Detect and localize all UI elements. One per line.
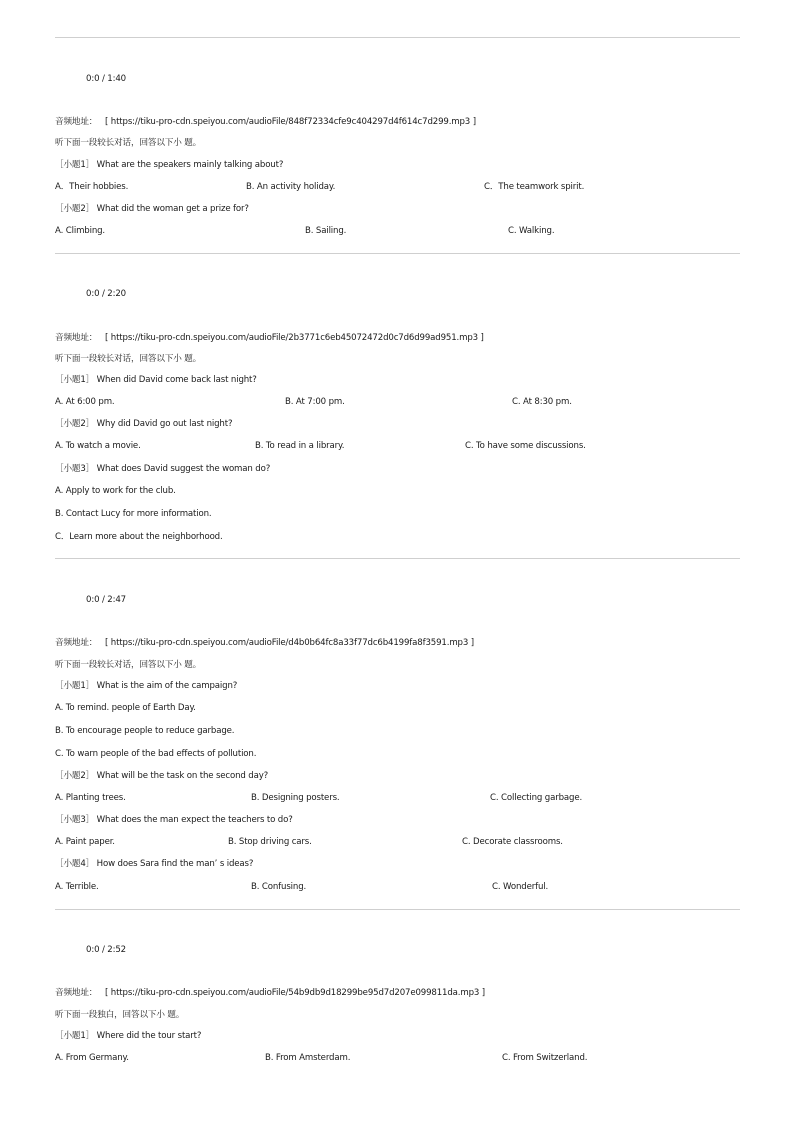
option-b[interactable]: B. At 7:00 pm.: [285, 397, 345, 407]
option-a[interactable]: A. From Germany.: [55, 1053, 129, 1063]
audio-label: 音频地址：: [55, 117, 98, 127]
option-a[interactable]: A．Their hobbies.: [55, 182, 129, 192]
audio-player-time[interactable]: 0:0 / 2:47: [86, 595, 126, 605]
option-c[interactable]: C．Learn more about the neighborhood.: [55, 532, 223, 542]
option-b[interactable]: B. An activity holiday.: [246, 182, 336, 192]
option-c[interactable]: C．The teamwork spirit.: [484, 182, 585, 192]
option-a[interactable]: A. Terrible.: [55, 882, 99, 892]
option-b[interactable]: B. Stop driving cars.: [228, 837, 312, 847]
divider: [55, 909, 740, 910]
question-prompt: ［小题2］ Why did David go out last night?: [55, 419, 233, 429]
option-b[interactable]: B. From Amsterdam.: [265, 1053, 351, 1063]
option-b[interactable]: B. Contact Lucy for more information.: [55, 509, 212, 519]
instruction-text: 听下面一段独白，回答以下小 题。: [55, 1010, 185, 1020]
option-b[interactable]: B. Sailing.: [305, 226, 347, 236]
option-b[interactable]: B. Designing posters.: [251, 793, 340, 803]
audio-player-time[interactable]: 0:0 / 2:20: [86, 289, 126, 299]
question-prompt: ［小题2］ What did the woman get a prize for?: [55, 204, 249, 214]
audio-url[interactable]: [ https://tiku-pro-cdn.speiyou.com/audioFile/2b3771c6eb45072472d0c7d6d99ad951.mp3 ]: [105, 333, 484, 343]
divider: [55, 558, 740, 559]
audio-player-time[interactable]: 0:0 / 2:52: [86, 945, 126, 955]
option-b[interactable]: B. Confusing.: [251, 882, 307, 892]
audio-label: 音频地址：: [55, 333, 98, 343]
instruction-text: 听下面一段较长对话，回答以下小 题。: [55, 138, 202, 148]
question-prompt: ［小题3］ What does David suggest the woman do?: [55, 464, 271, 474]
option-a[interactable]: A. At 6:00 pm.: [55, 397, 115, 407]
instruction-text: 听下面一段较长对话，回答以下小 题。: [55, 660, 202, 670]
question-prompt: ［小题1］ What are the speakers mainly talking about?: [55, 160, 284, 170]
question-prompt: ［小题1］ Where did the tour start?: [55, 1031, 202, 1041]
option-a[interactable]: A. Climbing.: [55, 226, 106, 236]
option-a[interactable]: A. Apply to work for the club.: [55, 486, 176, 496]
instruction-text: 听下面一段较长对话，回答以下小 题。: [55, 354, 202, 364]
option-c[interactable]: C. Walking.: [508, 226, 555, 236]
option-b[interactable]: B. To encourage people to reduce garbage.: [55, 726, 235, 736]
audio-url[interactable]: [ https://tiku-pro-cdn.speiyou.com/audioFile/848f72334cfe9c404297d4f614c7d299.mp3 ]: [105, 117, 476, 127]
question-prompt: ［小题2］ What will be the task on the second day?: [55, 771, 269, 781]
option-c[interactable]: C. At 8:30 pm.: [512, 397, 572, 407]
option-c[interactable]: C. To have some discussions.: [465, 441, 586, 451]
divider: [55, 253, 740, 254]
audio-url[interactable]: [ https://tiku-pro-cdn.speiyou.com/audioFile/d4b0b64fc8a33f77dc6b4199fa8f3591.mp3 ]: [105, 638, 474, 648]
audio-url[interactable]: [ https://tiku-pro-cdn.speiyou.com/audioFile/54b9db9d18299be95d7d207e099811da.mp3 ]: [105, 988, 486, 998]
option-c[interactable]: C. Decorate classrooms.: [462, 837, 563, 847]
option-c[interactable]: C. Wonderful.: [492, 882, 549, 892]
question-prompt: ［小题1］ When did David come back last night?: [55, 375, 257, 385]
option-a[interactable]: A. To remind. people of Earth Day.: [55, 703, 196, 713]
option-a[interactable]: A. Paint paper.: [55, 837, 115, 847]
question-prompt: ［小题4］ How does Sara find the man’ s ideas?: [55, 859, 254, 869]
question-prompt: ［小题3］ What does the man expect the teachers to do?: [55, 815, 293, 825]
option-a[interactable]: A. To watch a movie.: [55, 441, 141, 451]
option-c[interactable]: C. Collecting garbage.: [490, 793, 583, 803]
option-b[interactable]: B. To read in a library.: [255, 441, 345, 451]
option-c[interactable]: C. From Switzerland.: [502, 1053, 588, 1063]
option-c[interactable]: C. To warn people of the bad effects of pollution.: [55, 749, 257, 759]
audio-label: 音频地址：: [55, 988, 98, 998]
option-a[interactable]: A. Planting trees.: [55, 793, 126, 803]
question-prompt: ［小题1］ What is the aim of the campaign?: [55, 681, 238, 691]
audio-player-time[interactable]: 0:0 / 1:40: [86, 74, 126, 84]
audio-label: 音频地址：: [55, 638, 98, 648]
divider: [55, 37, 740, 38]
